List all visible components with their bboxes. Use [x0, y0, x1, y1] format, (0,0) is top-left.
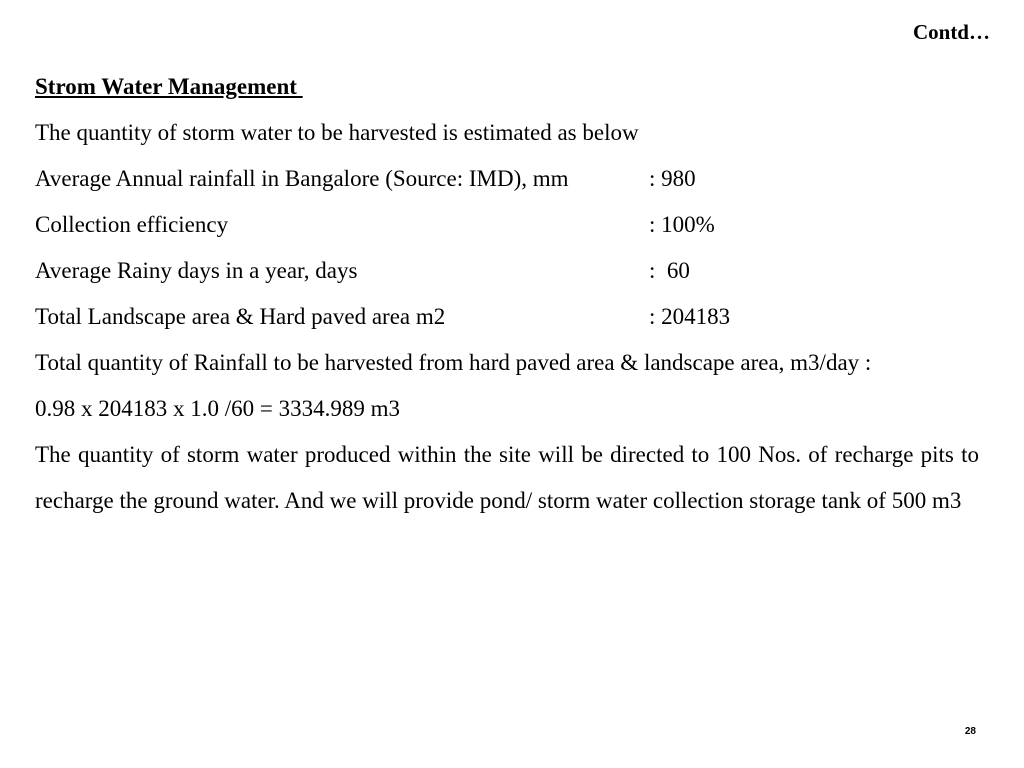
formula-text: 0.98 x 204183 x 1.0 /60 = 3334.989 m3	[35, 396, 401, 421]
contd-label: Contd…	[912, 20, 990, 44]
page-number: 28	[964, 726, 976, 737]
data-row-rainy-days	[35, 248, 979, 294]
row-value: : 100%	[649, 212, 715, 237]
data-row-rainfall	[35, 156, 979, 202]
section-heading: Strom Water Management	[35, 74, 303, 99]
row-value: : 980	[649, 166, 696, 191]
row-value: : 60	[649, 258, 690, 283]
total-quantity-text: Total quantity of Rainfall to be harvested from hard paved area & landscape area, m3/day :	[35, 350, 872, 375]
row-label: Average Annual rainfall in Bangalore (Source: IMD), mm	[35, 166, 569, 191]
data-row-efficiency	[35, 202, 979, 248]
row-label: Collection efficiency	[35, 212, 229, 237]
recharge-paragraph: The quantity of storm water produced within the site will be directed to 100 Nos. of recharge pits to recharge the ground water. And we will provide pond/ storm water collection storage tank of 500 m3	[35, 442, 979, 513]
row-label: Average Rainy days in a year, days	[35, 258, 358, 283]
row-label: Total Landscape area & Hard paved area m2	[35, 304, 446, 329]
slide-content	[35, 64, 979, 524]
intro-text: The quantity of storm water to be harvested is estimated as below	[35, 120, 639, 145]
row-value: : 204183	[649, 304, 731, 329]
data-row-area	[35, 294, 979, 340]
